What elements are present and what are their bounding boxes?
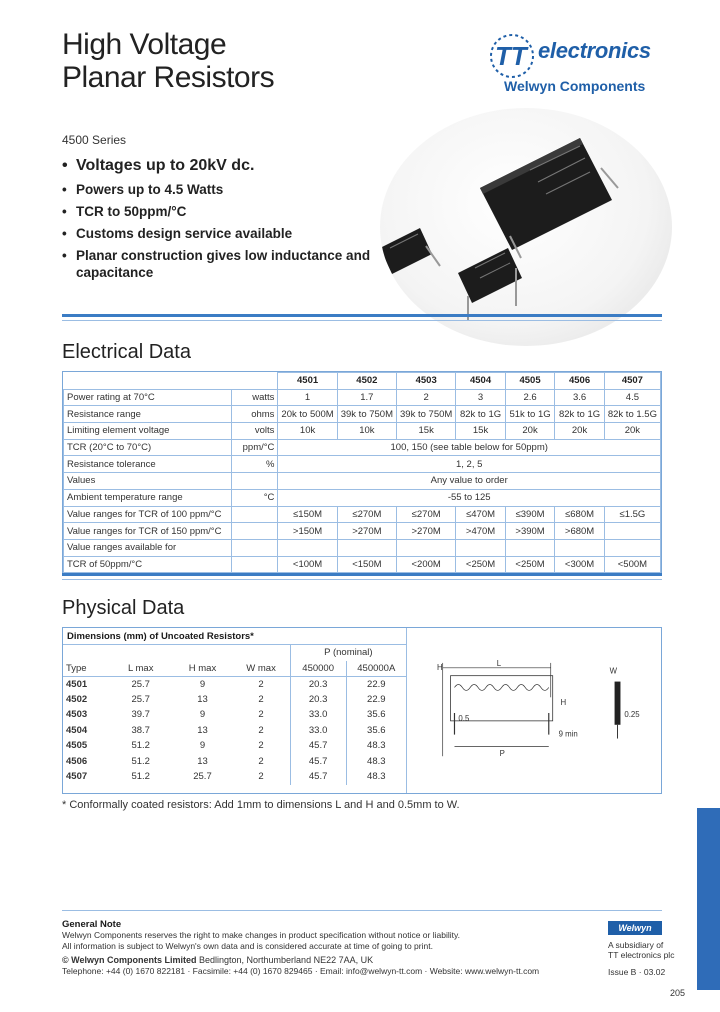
page-number: 205 bbox=[670, 988, 686, 998]
dimension-cell: 22.9 bbox=[346, 692, 406, 708]
tt-electronics-logo bbox=[486, 32, 666, 102]
electrical-row bbox=[64, 539, 661, 556]
electrical-row bbox=[64, 556, 661, 573]
param-label: TCR (20°C to 70°C) bbox=[64, 439, 232, 456]
value-cell bbox=[604, 523, 660, 540]
value-cell: >150M bbox=[278, 523, 337, 540]
title-line-1: High Voltage bbox=[62, 28, 227, 61]
value-cell: ≤470M bbox=[456, 506, 506, 523]
value-cell: >270M bbox=[397, 523, 456, 540]
general-note-line-2: All information is subject to Welwyn's own data and is considered accurate at time of going to print. bbox=[62, 941, 433, 951]
section-divider bbox=[62, 314, 662, 317]
dimension-cell: 20.3 bbox=[290, 692, 346, 708]
electrical-row bbox=[64, 389, 661, 406]
dimension-cell: 33.0 bbox=[290, 707, 346, 723]
value-cell: 3 bbox=[456, 389, 506, 406]
value-cell: >470M bbox=[456, 523, 506, 540]
section-divider-thin bbox=[62, 579, 662, 580]
value-cell: 15k bbox=[456, 423, 506, 440]
col-header: 4506 bbox=[555, 373, 605, 390]
section-divider bbox=[62, 573, 662, 576]
value-cell: <200M bbox=[397, 556, 456, 573]
value-cell: 20k bbox=[555, 423, 605, 440]
subsidiary-line-2: TT electronics plc bbox=[608, 950, 675, 960]
value-cell: >680M bbox=[555, 523, 605, 540]
value-cell bbox=[604, 539, 660, 556]
type-cell: 4507 bbox=[66, 771, 88, 783]
electrical-table bbox=[62, 371, 662, 574]
dimension-cell: 35.6 bbox=[346, 723, 406, 739]
subsidiary-line-1: A subsidiary of bbox=[608, 940, 664, 950]
param-label: Resistance tolerance bbox=[64, 456, 232, 473]
physical-row bbox=[63, 754, 406, 770]
param-label: Resistance range bbox=[64, 406, 232, 423]
dimension-cell: 2 bbox=[258, 709, 264, 721]
physical-row bbox=[63, 769, 406, 785]
feature-list bbox=[62, 156, 382, 286]
col-header: 4501 bbox=[278, 373, 337, 390]
col-header: 4507 bbox=[604, 373, 660, 390]
dimension-cell: 9 bbox=[199, 740, 206, 752]
value-cell: >390M bbox=[505, 523, 555, 540]
feature-item: • Customs design service available bbox=[62, 225, 382, 242]
type-cell: 4503 bbox=[66, 709, 88, 721]
subsidiary-text bbox=[608, 940, 674, 960]
dimension-cell: 35.6 bbox=[346, 707, 406, 723]
type-cell: 4501 bbox=[66, 678, 88, 690]
dimension-cell: 48.3 bbox=[346, 769, 406, 785]
side-tab-bar bbox=[697, 808, 720, 990]
value-cell: 1.7 bbox=[337, 389, 396, 406]
p-nominal-header: P (nominal) bbox=[290, 645, 406, 661]
electrical-row bbox=[64, 523, 661, 540]
value-cell: 10k bbox=[337, 423, 396, 440]
physical-header-row bbox=[63, 661, 406, 677]
value-cell: 82k to 1G bbox=[456, 406, 506, 423]
value-cell: ≤1.5G bbox=[604, 506, 660, 523]
contact-line: Telephone: +44 (0) 1670 822181 · Facsimile: +44 (0) 1670 829465 · Email: info@welwyn-tt.com · Website: www.welwyn-tt.com bbox=[62, 966, 540, 976]
col-header: W max bbox=[232, 661, 290, 677]
feature-item: • TCR to 50ppm/°C bbox=[62, 203, 382, 220]
value-cell: <300M bbox=[555, 556, 605, 573]
physical-row bbox=[63, 738, 406, 754]
large-resistor-image bbox=[480, 138, 618, 258]
dim-min-label: 9 min bbox=[558, 729, 578, 739]
value-cell: 2 bbox=[397, 389, 456, 406]
dimension-cell: 25.7 bbox=[131, 678, 150, 690]
unit-label: ppm/°C bbox=[231, 439, 278, 456]
tt-emblem-icon bbox=[486, 32, 542, 80]
type-cell: 4506 bbox=[66, 755, 88, 767]
dim-l-label: L bbox=[496, 658, 502, 668]
dimension-cell: 48.3 bbox=[346, 738, 406, 754]
value-cell: 20k to 500M bbox=[278, 406, 337, 423]
dimension-cell: 13 bbox=[197, 724, 208, 736]
series-label: 4500 Series bbox=[62, 133, 127, 147]
param-label: Value ranges for TCR of 150 ppm/°C bbox=[64, 523, 232, 540]
dimension-cell: 33.0 bbox=[290, 723, 346, 739]
value-cell: 1 bbox=[278, 389, 337, 406]
col-header: Type bbox=[63, 661, 109, 677]
value-cell: 15k bbox=[397, 423, 456, 440]
value-cell: ≤390M bbox=[505, 506, 555, 523]
general-note-line-1: Welwyn Components reserves the right to make changes in product specification without notice or liability. bbox=[62, 930, 460, 940]
value-cell: 4.5 bbox=[604, 389, 660, 406]
param-label: Value ranges for TCR of 100 ppm/°C bbox=[64, 506, 232, 523]
feature-item: • Powers up to 4.5 Watts bbox=[62, 181, 382, 198]
section-divider-thin bbox=[62, 320, 662, 321]
dimension-cell: 51.2 bbox=[131, 755, 150, 767]
conformal-coating-note: * Conformally coated resistors: Add 1mm to dimensions L and H and 0.5mm to W. bbox=[62, 799, 460, 811]
value-cell: 51k to 1G bbox=[505, 406, 555, 423]
value-cell bbox=[505, 539, 555, 556]
issue-label: Issue B · 03.02 bbox=[608, 967, 666, 977]
electrical-row bbox=[64, 473, 661, 490]
value-cell bbox=[397, 539, 456, 556]
welwyn-badge: Welwyn bbox=[608, 921, 662, 935]
value-cell: 20k bbox=[505, 423, 555, 440]
dimension-cell: 2 bbox=[258, 724, 264, 736]
col-header: 450000 bbox=[290, 661, 346, 677]
physical-row bbox=[63, 723, 406, 739]
unit-label: °C bbox=[231, 489, 278, 506]
dim-h-label: H bbox=[560, 698, 567, 708]
unit-label: volts bbox=[231, 423, 278, 440]
dim-lead-label: 0.5 bbox=[458, 713, 470, 723]
physical-row bbox=[63, 707, 406, 723]
unit-label: ohms bbox=[231, 406, 278, 423]
dimension-cell: 48.3 bbox=[346, 754, 406, 770]
spanned-value: 100, 150 (see table below for 50ppm) bbox=[278, 439, 661, 456]
dimension-cell: 9 bbox=[199, 678, 206, 690]
value-cell: 3.6 bbox=[555, 389, 605, 406]
dimension-cell: 38.7 bbox=[131, 724, 150, 736]
electrical-row bbox=[64, 489, 661, 506]
company-address: Bedlington, Northumberland NE22 7AA, UK bbox=[199, 955, 374, 965]
spanned-value: -55 to 125 bbox=[278, 489, 661, 506]
value-cell: 82k to 1G bbox=[555, 406, 605, 423]
value-cell: >270M bbox=[337, 523, 396, 540]
dim-lead-dia-label: 0.25 bbox=[624, 709, 640, 719]
electrical-row bbox=[64, 439, 661, 456]
physical-panel bbox=[62, 627, 662, 794]
dimension-cell: 2 bbox=[258, 755, 264, 767]
type-cell: 4504 bbox=[66, 724, 88, 736]
page-title bbox=[62, 28, 274, 94]
small-resistor-image bbox=[380, 228, 440, 274]
value-cell: 10k bbox=[278, 423, 337, 440]
dimension-cell: 39.7 bbox=[131, 709, 150, 721]
param-label: Power rating at 70°C bbox=[64, 389, 232, 406]
general-note-title: General Note bbox=[62, 919, 122, 930]
dimension-cell: 9 bbox=[199, 709, 206, 721]
col-header: 4504 bbox=[456, 373, 506, 390]
value-cell: 39k to 750M bbox=[397, 406, 456, 423]
physical-heading: Physical Data bbox=[62, 597, 185, 619]
value-cell: ≤270M bbox=[337, 506, 396, 523]
dim-h-label-top: H bbox=[437, 662, 443, 672]
param-label: TCR of 50ppm/°C bbox=[64, 556, 232, 573]
value-cell bbox=[337, 539, 396, 556]
electrical-heading: Electrical Data bbox=[62, 341, 191, 363]
unit-label bbox=[231, 506, 278, 523]
unit-label: watts bbox=[231, 389, 278, 406]
value-cell: 39k to 750M bbox=[337, 406, 396, 423]
company-name: © Welwyn Components Limited bbox=[62, 955, 197, 965]
dimension-cell: 25.7 bbox=[193, 771, 212, 783]
dimension-cell: 22.9 bbox=[346, 676, 406, 692]
col-header: 4503 bbox=[397, 373, 456, 390]
dimension-cell: 20.3 bbox=[290, 676, 346, 692]
value-cell: ≤150M bbox=[278, 506, 337, 523]
unit-label bbox=[231, 539, 278, 556]
dimension-cell: 2 bbox=[258, 740, 264, 752]
electrical-row bbox=[64, 456, 661, 473]
param-label: Value ranges available for bbox=[64, 539, 232, 556]
svg-text:TT: TT bbox=[495, 41, 527, 71]
value-cell: <250M bbox=[456, 556, 506, 573]
value-cell: <100M bbox=[278, 556, 337, 573]
unit-label bbox=[231, 473, 278, 490]
feature-item: • Planar construction gives low inductance and capacitance bbox=[62, 247, 382, 281]
dimension-diagram bbox=[411, 658, 661, 768]
physical-row bbox=[63, 692, 406, 708]
type-cell: 4505 bbox=[66, 740, 88, 752]
electrical-row bbox=[64, 423, 661, 440]
footer bbox=[62, 919, 602, 977]
logo-brand-text: electronics bbox=[538, 38, 651, 63]
value-cell bbox=[555, 539, 605, 556]
electrical-header-row bbox=[64, 373, 661, 390]
dimension-cell: 2 bbox=[258, 678, 264, 690]
medium-resistor-image bbox=[458, 248, 522, 320]
dim-p-label: P bbox=[499, 749, 505, 759]
electrical-row bbox=[64, 406, 661, 423]
value-cell: <500M bbox=[604, 556, 660, 573]
col-header: L max bbox=[109, 661, 173, 677]
dimension-cell: 25.7 bbox=[131, 693, 150, 705]
dimension-cell: 51.2 bbox=[131, 740, 150, 752]
value-cell bbox=[456, 539, 506, 556]
dim-w-label: W bbox=[609, 666, 618, 676]
title-line-2: Planar Resistors bbox=[62, 61, 275, 94]
unit-label: % bbox=[231, 456, 278, 473]
spanned-value: 1, 2, 5 bbox=[278, 456, 661, 473]
param-label: Values bbox=[64, 473, 232, 490]
value-cell bbox=[278, 539, 337, 556]
footer-divider bbox=[62, 910, 662, 911]
value-cell: <150M bbox=[337, 556, 396, 573]
unit-label bbox=[231, 523, 278, 540]
col-header: H max bbox=[173, 661, 233, 677]
spanned-value: Any value to order bbox=[278, 473, 661, 490]
type-cell: 4502 bbox=[66, 693, 88, 705]
dimensions-table-title: Dimensions (mm) of Uncoated Resistors* bbox=[63, 628, 406, 645]
dimension-cell: 2 bbox=[258, 771, 264, 783]
dimension-cell: 45.7 bbox=[290, 754, 346, 770]
value-cell: 82k to 1.5G bbox=[604, 406, 660, 423]
dimension-cell: 51.2 bbox=[131, 771, 150, 783]
value-cell: ≤270M bbox=[397, 506, 456, 523]
value-cell: 2.6 bbox=[505, 389, 555, 406]
product-photo bbox=[380, 108, 672, 346]
dimension-cell: 45.7 bbox=[290, 769, 346, 785]
resistor-illustration bbox=[380, 108, 672, 346]
dimension-cell: 2 bbox=[258, 693, 264, 705]
param-label: Ambient temperature range bbox=[64, 489, 232, 506]
value-cell: ≤680M bbox=[555, 506, 605, 523]
dimension-cell: 13 bbox=[197, 755, 208, 767]
physical-row bbox=[63, 676, 406, 692]
logo-sub-text: Welwyn Components bbox=[504, 78, 646, 94]
col-header: 4502 bbox=[337, 373, 396, 390]
col-header: 450000A bbox=[346, 661, 406, 677]
unit-label bbox=[231, 556, 278, 573]
param-label: Limiting element voltage bbox=[64, 423, 232, 440]
feature-item: • Voltages up to 20kV dc. bbox=[62, 156, 382, 176]
col-header: 4505 bbox=[505, 373, 555, 390]
value-cell: <250M bbox=[505, 556, 555, 573]
dimension-cell: 13 bbox=[197, 693, 208, 705]
value-cell: 20k bbox=[604, 423, 660, 440]
electrical-row bbox=[64, 506, 661, 523]
dimension-cell: 45.7 bbox=[290, 738, 346, 754]
